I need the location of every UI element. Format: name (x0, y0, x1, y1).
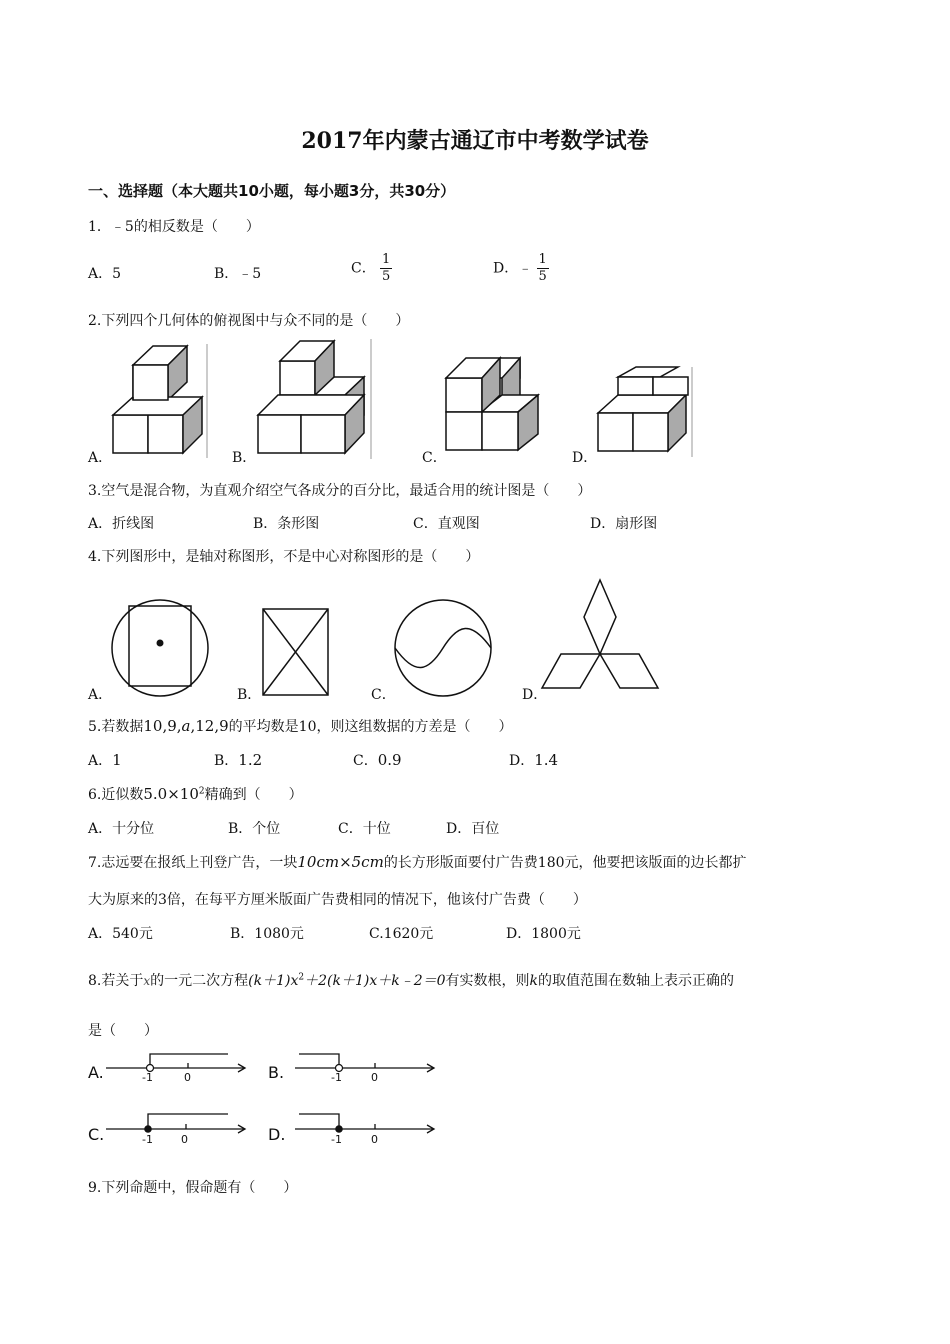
q1-option-d-label: D．﹣ (493, 260, 533, 277)
q8-d-tick-zero: 0 (371, 1133, 378, 1146)
question-8-line-1 (88, 970, 734, 990)
question-5-stem (88, 716, 512, 736)
q6-option-a: A．十分位 (88, 821, 155, 837)
q6-option-b: B．个位 (228, 821, 281, 837)
q8-line-1-mid: 的一元二次方程 (150, 973, 249, 989)
q4-label-d: D． (522, 687, 548, 703)
q7-line-1-start: 7.志远要在报纸上刊登广告，一块 (88, 855, 298, 871)
q5-option-c (353, 750, 402, 770)
q8-b-tick-zero: 0 (371, 1071, 378, 1084)
q4-label-b: B． (237, 687, 262, 703)
q5-option-a-label: A． (88, 753, 113, 769)
q8-number-line-c (104, 1110, 252, 1150)
q6-stem-end: 精确到（ ） (204, 787, 303, 803)
q1-option-a: A．5 (88, 266, 122, 282)
q8-line-1-mid-2: 有实数根，则 (445, 973, 530, 989)
q4-figure-d (540, 576, 660, 694)
q5-option-b-label: B． (214, 753, 239, 769)
fraction-denominator: 5 (538, 269, 547, 284)
q2-label-d: D． (572, 450, 598, 466)
question-3-stem: 3.空气是混合物，为直观介绍空气各成分的百分比，最适合用的统计图是（ ） (88, 483, 592, 499)
q8-equation: (k＋1)x (248, 973, 299, 989)
q8-label-c: C. (88, 1125, 105, 1144)
q4-label-c: C． (371, 687, 396, 703)
q5-stem-start: 5.若数据 (88, 719, 144, 735)
q8-number-line-b (293, 1050, 441, 1090)
q8-number-line-d (293, 1110, 441, 1150)
q7-option-d: D．1800元 (506, 926, 581, 942)
page-title: 2017年内蒙古通辽市中考数学试卷 (301, 128, 649, 154)
q4-label-a: A． (88, 687, 113, 703)
q4-figure-c (393, 596, 495, 700)
q6-stem-start: 6.近似数 (88, 787, 144, 803)
q3-option-a: A．折线图 (88, 516, 155, 532)
q1-option-d (493, 252, 549, 285)
q8-line-1-start: 8.若关于 (88, 973, 144, 989)
q7-option-b: B．1080元 (230, 926, 304, 942)
question-7-line-2: 大为原来的3倍，在每平方厘米版面广告费相同的情况下，他该付广告费（ ） (88, 892, 587, 908)
q8-label-d: D. (268, 1125, 286, 1144)
q4-figure-b (260, 606, 332, 698)
fraction-denominator: 5 (382, 269, 391, 284)
q8-variable-x: x (143, 974, 151, 988)
q2-label-c: C． (422, 450, 447, 466)
question-4-stem: 4.下列图形中，是轴对称图形，不是中心对称图形的是（ ） (88, 549, 480, 565)
q7-option-c: C.1620元 (369, 926, 434, 942)
q7-line-1-end: 的长方形版面要付广告费180元，他要把该版面的边长都扩 (383, 855, 747, 871)
q5-option-d-label: D． (509, 753, 535, 769)
q7-dimensions: 10cm×5cm (297, 853, 384, 871)
q3-option-c: C．直观图 (413, 516, 480, 532)
q3-option-d: D．扇形图 (590, 516, 658, 532)
q1-option-c-fraction (380, 252, 392, 285)
q4-figure-a (108, 596, 212, 700)
q5-option-b (214, 750, 262, 770)
q2-solid-a (105, 340, 215, 465)
question-9-stem: 9.下列命题中，假命题有（ ） (88, 1180, 298, 1196)
q8-a-tick-neg: -1 (142, 1071, 153, 1084)
q5-option-b-value: 1.2 (238, 751, 263, 769)
q7-option-a: A．540元 (88, 926, 153, 942)
q3-option-b: B．条形图 (253, 516, 320, 532)
q5-option-a (88, 750, 122, 770)
q1-option-c (351, 252, 392, 285)
q8-label-b: B. (268, 1063, 285, 1082)
q5-option-a-value: 1 (112, 751, 122, 769)
q5-option-c-value: 0.9 (377, 751, 402, 769)
q8-c-tick-neg: -1 (142, 1133, 153, 1146)
q6-option-d: D．百位 (446, 821, 500, 837)
question-8-line-2: 是（ ） (88, 1023, 158, 1039)
q2-solid-c (440, 350, 545, 460)
q1-option-c-label: C． (351, 260, 376, 277)
question-2-stem: 2.下列四个几何体的俯视图中与众不同的是（ ） (88, 313, 410, 329)
q2-label-a: A． (88, 450, 113, 466)
q8-b-tick-neg: -1 (331, 1071, 342, 1084)
q8-label-a: A. (88, 1063, 104, 1082)
q5-option-c-label: C． (353, 753, 378, 769)
q8-square: 2 (298, 972, 305, 983)
q8-d-tick-neg: -1 (331, 1133, 342, 1146)
q2-solid-d (592, 365, 702, 460)
q6-number: 5.0×10 (143, 785, 199, 803)
q5-option-d (509, 750, 558, 770)
fraction-numerator: 1 (382, 252, 391, 267)
q8-a-tick-zero: 0 (184, 1071, 191, 1084)
q5-data: 10,9, (143, 717, 182, 735)
q6-exponent: 2 (198, 786, 205, 797)
fraction-numerator: 1 (538, 252, 547, 267)
q8-equation-2: ＋2(k＋1)x＋k﹣2＝0 (304, 973, 446, 989)
question-7-line-1 (88, 852, 747, 872)
q2-solid-b (252, 335, 377, 465)
q5-var: a (181, 717, 191, 735)
section-heading: 一、选择题（本大题共10小题，每小题3分，共30分） (88, 182, 456, 200)
q8-line-1-end: 的取值范围在数轴上表示正确的 (538, 973, 734, 989)
q6-option-c: C．十位 (338, 821, 391, 837)
q1-option-d-fraction (537, 252, 549, 285)
q1-option-b: B．﹣5 (214, 266, 262, 282)
q2-label-b: B． (232, 450, 257, 466)
q8-variable-k: k (529, 973, 538, 989)
question-1-stem: 1．﹣5的相反数是（ ） (88, 219, 260, 235)
q8-c-tick-zero: 0 (181, 1133, 188, 1146)
question-6-stem (88, 784, 303, 804)
q8-number-line-a (104, 1050, 252, 1090)
q5-option-d-value: 1.4 (534, 751, 559, 769)
q5-stem-end: 的平均数是10，则这组数据的方差是（ ） (228, 719, 513, 735)
q5-data-2: ,12,9 (190, 717, 229, 735)
